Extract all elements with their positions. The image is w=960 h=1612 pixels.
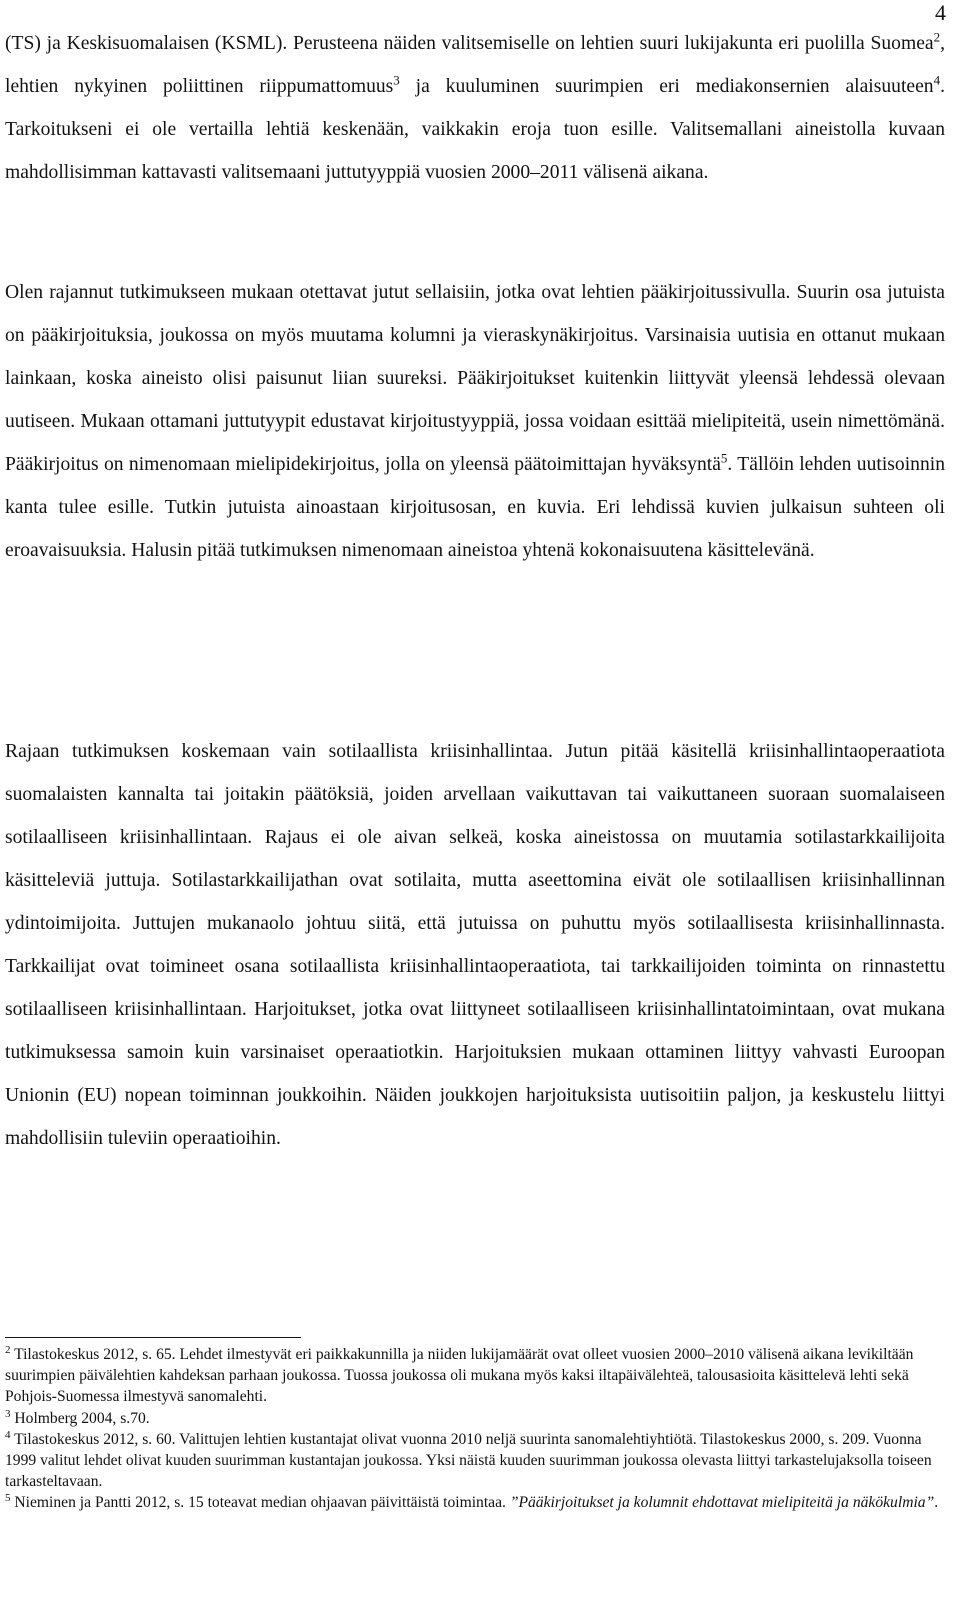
text-run: Nieminen ja Pantti 2012, s. 15 toteavat median ohjaavan päivittäistä toimintaa. (10, 1494, 510, 1512)
text-run: Holmberg 2004, s.70. (10, 1409, 150, 1427)
footnote-ref: 5 (720, 450, 728, 466)
text-run: ja kuuluminen suurimpien eri mediakonsernien alaisuuteen (399, 76, 934, 97)
text-run: . Tarkoitukseni ei ole vertailla lehtiä keskenään, vaikkakin eroja tuon esille. Valitsemallani aineistolla kuvaan mahdollisimman kattavasti valitsemaani juttutyyppiä vuosien 2000–2011 välisenä aikana. (5, 76, 945, 183)
footnote-ref: 4 (5, 1428, 11, 1441)
footnote-ref: 5 (5, 1492, 11, 1505)
page-number: 4 (935, 0, 946, 25)
footnotes (5, 1344, 945, 1514)
quote-text: ”Pääkirjoitukset ja kolumnit ehdottavat mielipiteitä ja näkökulmia” (509, 1494, 935, 1512)
footnote-ref: 2 (933, 29, 941, 45)
text-run: , lehtien nykyinen poliittinen riippumattomuus (5, 33, 945, 97)
footnote (5, 1492, 945, 1513)
paragraph (5, 730, 945, 1160)
footnote (5, 1344, 945, 1408)
text-run: Rajaan tutkimuksen koskemaan vain sotilaallista kriisinhallintaa. Jutun pitää käsitellä kriisinhallintaoperaatiota suomalaisten kannalta tai joitakin päätöksiä, joiden arvellaan vaikuttavan tai vaikuttaneen suoraan suomalaiseen sotilaalliseen kriisinhallintaan. Rajaus ei ole aivan selkeä, koska aineistossa on muutamia sotilastarkkailijoita käsitteleviä juttuja. Sotilastarkkailijathan ovat sotilaita, mutta aseettomina eivät ole sotilaallisen kriisinhallinnan ydintoimijoita. Juttujen mukanaolo johtuu siitä, että jutuissa on puhuttu myös sotilaallisesta kriisinhallinnasta. Tarkkailijat ovat toimineet osana sotilaallista kriisinhallintaoperaatiota, tai tarkkailijoiden toiminta on rinnastettu sotilaalliseen kriisinhallintaan. Harjoitukset, jotka ovat liittyneet sotilaalliseen kriisinhallintatoimintaan, ovat mukana tutkimuksessa samoin kuin varsinaiset operaatiotkin. Harjoituksien mukaan ottaminen liittyy vahvasti Euroopan Unionin (EU) nopean toiminnan joukkoihin. Näiden joukkojen harjoituksista uutisoitiin paljon, ja keskustelu liittyi mahdollisiin tuleviin operaatioihin. (5, 741, 945, 1149)
text-run: (TS) ja Keskisuomalaisen (KSML). Perusteena näiden valitsemiselle on lehtien suuri lukijakunta eri puolilla Suomea (5, 33, 934, 54)
text-run: Olen rajannut tutkimukseen mukaan otettavat jutut sellaisiin, jotka ovat lehtien pääkirjoitussivulla. Suurin osa jutuista on pääkirjoituksia, joukossa on myös muutama kolumni ja vieraskynäkirjoitus. Varsinaisia uutisia en ottanut mukaan lainkaan, koska aineisto olisi paisunut liian suureksi. Pääkirjoitukset kuitenkin liittyvät yleensä lehdessä olevaan uutiseen. Mukaan ottamani juttutyypit edustavat kirjoitustyyppiä, jossa voidaan esittää mielipiteitä, usein nimettömänä. Pääkirjoitus on nimenomaan mielipidekirjoitus, jolla on yleensä päätoimittajan hyväksyntä (5, 282, 945, 475)
text-run: . (934, 1494, 939, 1512)
footnote-ref: 4 (933, 72, 941, 88)
footnote-ref: 3 (5, 1407, 11, 1420)
paragraph (5, 271, 945, 572)
paragraph (5, 22, 945, 194)
footnote (5, 1429, 945, 1493)
text-run: Tilastokeskus 2012, s. 65. Lehdet ilmestyvät eri paikkakunnilla ja niiden lukijamäärät ovat olleet vuosien 2000–2010 välisenä aikana levikiltään suurimpien päivälehtien kahdeksan parhaan joukossa. Tuossa joukossa oli mukana myös kaksi iltapäivälehteä, talousasioita käsittelevä lehti sekä Pohjois-Suomessa ilmestyvä sanomalehti. (5, 1346, 914, 1406)
footnote-ref: 2 (5, 1343, 11, 1356)
footnote-separator (5, 1337, 301, 1338)
footnote (5, 1408, 945, 1429)
text-run: . Tällöin lehden uutisoinnin kanta tulee esille. Tutkin jutuista ainoastaan kirjoitusosan, en kuvia. Eri lehdissä kuvien julkaisun suhteen oli eroavaisuuksia. Halusin pitää tutkimuksen nimenomaan aineistoa yhtenä kokonaisuutena käsittelevänä. (5, 454, 945, 561)
footnote-ref: 3 (393, 72, 400, 88)
text-run: Tilastokeskus 2012, s. 60. Valittujen lehtien kustantajat olivat vuonna 2010 neljä suurinta sanomalehtiyhtiötä. Tilastokeskus 2000, s. 209. Vuonna 1999 valitut lehdet olivat kuuden suurimman kustantajan joukossa. Yksi näistä kuuden suurimman joukossa olevasta liittyi tarkastelujaksolla toiseen tarkasteltavaan. (5, 1430, 932, 1491)
